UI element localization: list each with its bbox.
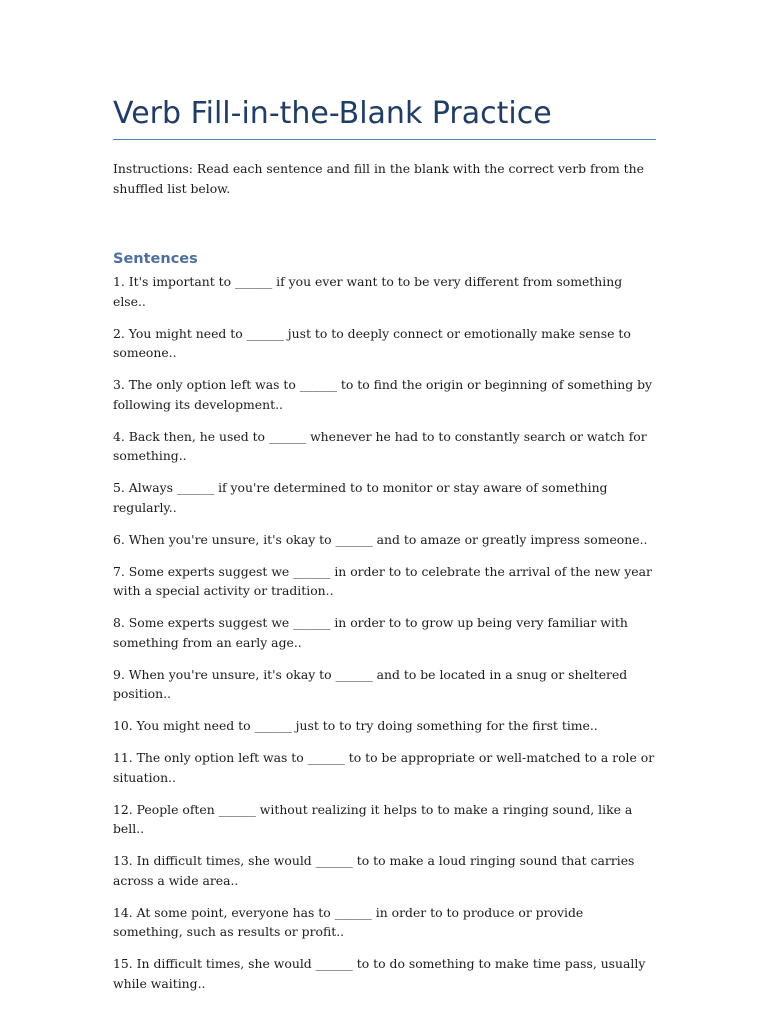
sentence-item: 12. People often ______ without realizing it helps to to make a ringing sound, like a bell.. <box>113 801 633 836</box>
sentence-item: 1. It's important to ______ if you ever want to to be very different from something else.. <box>113 274 623 309</box>
sentence-item: 6. When you're unsure, it's okay to ______ and to amaze or greatly impress someone.. <box>113 531 648 547</box>
sentence-item: 8. Some experts suggest we ______ in order to to grow up being very familiar with something from an early age.. <box>113 615 628 650</box>
sentence-item: 11. The only option left was to ______ to to be appropriate or well-matched to a role or situation.. <box>113 750 655 785</box>
sentence-list <box>113 272 656 1006</box>
sentence-item: 4. Back then, he used to ______ whenever he had to to constantly search or watch for something.. <box>113 428 647 463</box>
sentence-item: 15. In difficult times, she would ______ to to do something to make time pass, usually while waiting.. <box>113 956 646 991</box>
sentence-item: 10. You might need to ______ just to to try doing something for the first time.. <box>113 718 598 733</box>
sentence-item: 7. Some experts suggest we ______ in order to to celebrate the arrival of the new year with a special activity or tradition.. <box>113 563 652 598</box>
title-underline <box>113 139 656 140</box>
sentence-item: 14. At some point, everyone has to ______ in order to to produce or provide something, such as results or profit.. <box>113 904 584 939</box>
sentence-item: 3. The only option left was to ______ to to find the origin or beginning of something by following its development.. <box>113 377 653 412</box>
sentence-item: 2. You might need to ______ just to to deeply connect or emotionally make sense to someone.. <box>113 325 631 360</box>
sentences-heading: Sentences <box>113 251 198 267</box>
document-title: Verb Fill-in-the-Blank Practice <box>113 96 552 131</box>
sentence-item: 5. Always ______ if you're determined to to monitor or stay aware of something regularly.. <box>113 480 608 515</box>
sentence-item: 9. When you're unsure, it's okay to ______ and to be located in a snug or sheltered position.. <box>113 666 628 701</box>
sentence-item: 13. In difficult times, she would ______ to to make a loud ringing sound that carries across a wide area.. <box>113 853 635 888</box>
instructions-text: Instructions: Read each sentence and fill in the blank with the correct verb from the shuffled list below. <box>113 161 644 196</box>
